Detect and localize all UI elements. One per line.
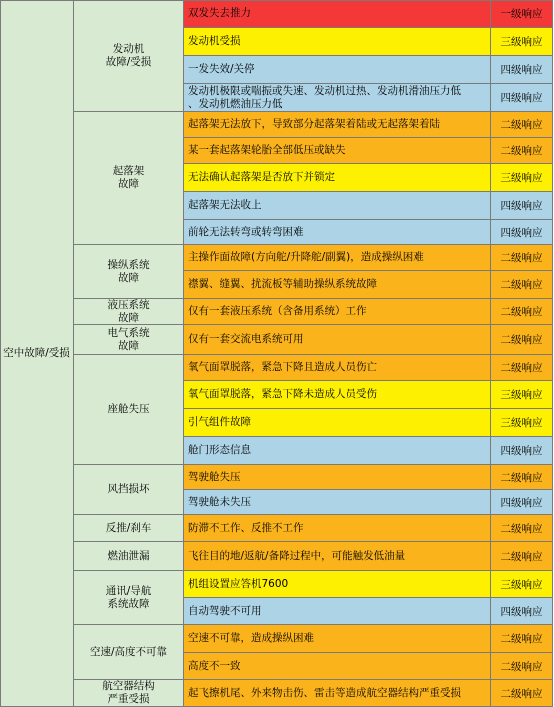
response-level: 二级响应 bbox=[491, 112, 553, 138]
scenario-text: 襟翼、缝翼、扰流板等辅助操纵系统故障 bbox=[188, 278, 377, 290]
response-level: 二级响应 bbox=[491, 138, 553, 164]
scenario-description bbox=[184, 381, 491, 409]
scenario-description bbox=[184, 271, 491, 299]
scenario-text: 高度不一致 bbox=[188, 659, 241, 672]
response-level: 二级响应 bbox=[491, 325, 553, 355]
response-level: 一级响应 bbox=[491, 0, 553, 28]
response-level: 二级响应 bbox=[491, 465, 553, 490]
scenario-description bbox=[184, 490, 491, 515]
scenario-text: 起飞擦机尾、外来物击伤、雷击等造成航空器结构严重受损 bbox=[188, 686, 461, 699]
scenario-text: 仅有一套液压系统（含备用系统）工作 bbox=[188, 305, 367, 317]
response-level: 三级响应 bbox=[491, 381, 553, 409]
scenario-text: 仅有一套交流电系统可用 bbox=[188, 333, 304, 345]
scenario-text: 驾驶舱未失压 bbox=[188, 495, 251, 508]
scenario-text: 引气组件故障 bbox=[188, 416, 251, 428]
scenario-description bbox=[184, 112, 491, 138]
scenario-description bbox=[184, 465, 491, 490]
scenario-description bbox=[184, 164, 491, 192]
response-level: 二级响应 bbox=[491, 515, 553, 542]
response-level: 四级响应 bbox=[491, 192, 553, 220]
response-level: 二级响应 bbox=[491, 271, 553, 299]
response-level: 三级响应 bbox=[491, 409, 553, 437]
scenario-text: 防滞不工作、反推不工作 bbox=[188, 521, 304, 534]
scenario-text: 氧气面罩脱落，紧急下降未造成人员受伤 bbox=[188, 388, 377, 400]
scenario-description bbox=[184, 437, 491, 465]
scenario-description bbox=[184, 28, 491, 56]
response-level: 二级响应 bbox=[491, 625, 553, 653]
scenario-text: 主操作面故障(方向舵/升降舵/副翼)，造成操纵困难 bbox=[188, 251, 424, 263]
scenario-description bbox=[184, 84, 491, 112]
group-label: 起落架 故障 bbox=[74, 112, 184, 245]
group-label: 操纵系统 故障 bbox=[74, 245, 184, 299]
scenario-description bbox=[184, 571, 491, 598]
scenario-description bbox=[184, 245, 491, 271]
group-label: 风挡损坏 bbox=[74, 465, 184, 515]
scenario-description bbox=[184, 325, 491, 355]
response-level: 二级响应 bbox=[491, 245, 553, 271]
scenario-text: 自动驾驶不可用 bbox=[188, 604, 262, 617]
response-level: 三级响应 bbox=[491, 28, 553, 56]
scenario-description bbox=[184, 542, 491, 571]
group-label: 座舱失压 bbox=[74, 355, 184, 465]
scenario-text: 舱门形态信息 bbox=[188, 444, 251, 456]
group-label: 液压系统 故障 bbox=[74, 299, 184, 325]
scenario-text: 发动机受损 bbox=[188, 35, 241, 47]
scenario-text: 机组设置应答机7600 bbox=[188, 577, 289, 590]
scenario-text: 飞往目的地/返航/备降过程中，可能触发低油量 bbox=[188, 549, 406, 562]
scenario-text: 前轮无法转弯或转弯困难 bbox=[188, 225, 304, 238]
scenario-description bbox=[184, 355, 491, 381]
group-label: 空速/高度不可靠 bbox=[74, 625, 184, 680]
scenario-description bbox=[184, 299, 491, 325]
scenario-description bbox=[184, 192, 491, 220]
scenario-text: 发动机极限或喘振或失速、发动机过热、发动机滑油压力低 、发动机燃油压力低 bbox=[188, 84, 461, 110]
scenario-description bbox=[184, 598, 491, 625]
response-level: 二级响应 bbox=[491, 542, 553, 571]
group-label: 反推/刹车 bbox=[74, 515, 184, 542]
response-level: 二级响应 bbox=[491, 355, 553, 381]
response-level: 二级响应 bbox=[491, 680, 553, 707]
scenario-description bbox=[184, 0, 491, 28]
scenario-text: 无法确认起落架是否放下并锁定 bbox=[188, 171, 335, 183]
scenario-text: 起落架无法收上 bbox=[188, 199, 262, 211]
scenario-description bbox=[184, 138, 491, 164]
response-level: 三级响应 bbox=[491, 571, 553, 598]
scenario-text: 起落架无法放下，导致部分起落架着陆或无起落架着陆 bbox=[188, 118, 440, 130]
scenario-text: 驾驶舱失压 bbox=[188, 470, 241, 483]
group-label: 通讯/导航 系统故障 bbox=[74, 571, 184, 625]
scenario-description bbox=[184, 409, 491, 437]
scenario-text: 某一套起落架轮胎全部低压或缺失 bbox=[188, 144, 346, 156]
scenario-description bbox=[184, 680, 491, 707]
response-level: 二级响应 bbox=[491, 653, 553, 680]
response-level: 四级响应 bbox=[491, 490, 553, 515]
top-category-cell: 空中故障/受损 bbox=[0, 0, 74, 707]
scenario-text: 空速不可靠，造成操纵困难 bbox=[188, 632, 314, 644]
scenario-description bbox=[184, 515, 491, 542]
response-level: 三级响应 bbox=[491, 164, 553, 192]
response-level: 四级响应 bbox=[491, 220, 553, 245]
scenario-description bbox=[184, 653, 491, 680]
response-level: 四级响应 bbox=[491, 437, 553, 465]
response-level: 四级响应 bbox=[491, 56, 553, 84]
scenario-description bbox=[184, 220, 491, 245]
group-label: 燃油泄漏 bbox=[74, 542, 184, 571]
scenario-text: 双发失去推力 bbox=[188, 7, 251, 19]
response-level: 四级响应 bbox=[491, 84, 553, 112]
scenario-text: 氧气面罩脱落，紧急下降且造成人员伤亡 bbox=[188, 361, 377, 373]
group-label: 发动机 故障/受损 bbox=[74, 0, 184, 112]
scenario-text: 一发失效/关停 bbox=[188, 63, 255, 75]
group-label: 电气系统 故障 bbox=[74, 325, 184, 355]
scenario-description bbox=[184, 625, 491, 653]
response-level: 四级响应 bbox=[491, 598, 553, 625]
scenario-description bbox=[184, 56, 491, 84]
group-label: 航空器结构 严重受损 bbox=[74, 680, 184, 707]
response-level: 二级响应 bbox=[491, 299, 553, 325]
